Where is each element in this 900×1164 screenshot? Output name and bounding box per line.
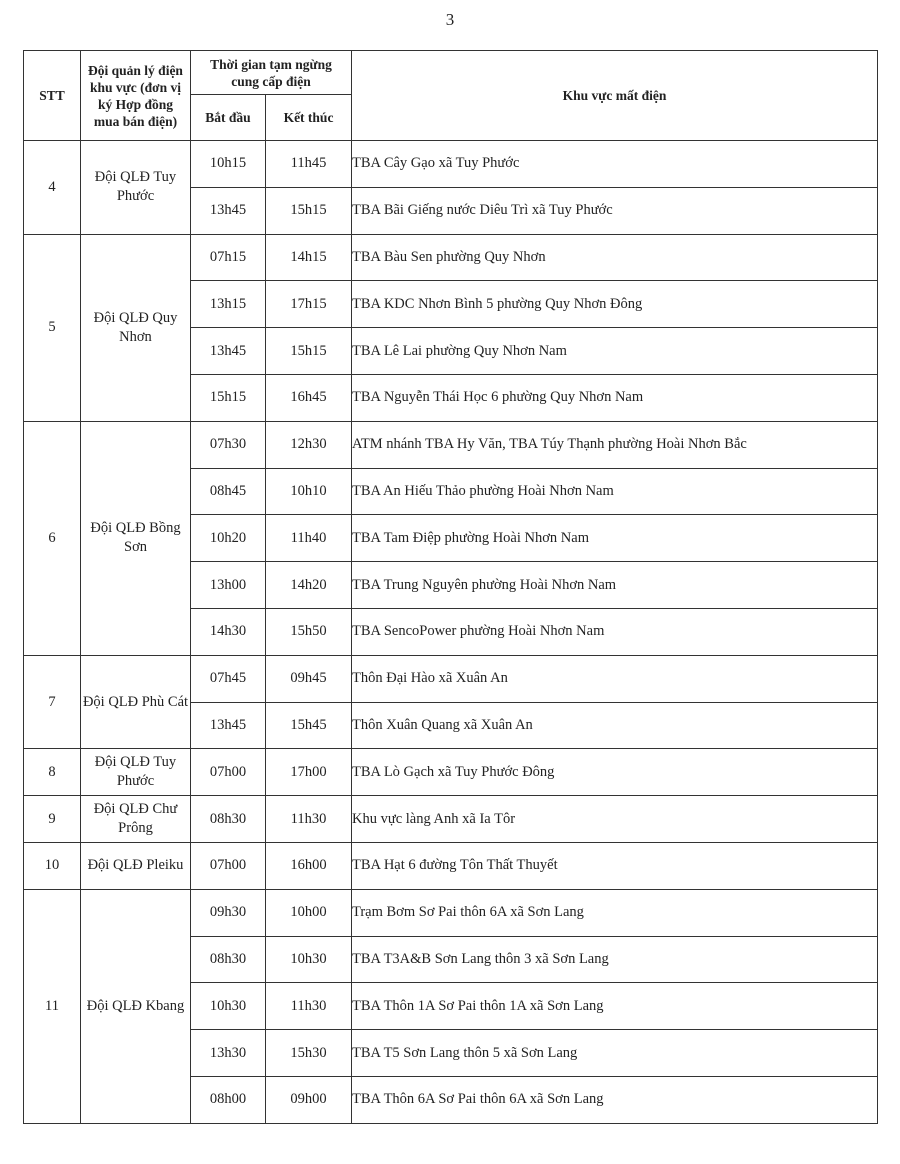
table-row [24,889,878,936]
team-cell: Đội QLĐ Tuy Phước [81,749,191,796]
outage-area-cell: TBA T5 Sơn Lang thôn 5 xã Sơn Lang [352,1030,878,1077]
outage-area-cell: TBA Thôn 6A Sơ Pai thôn 6A xã Sơn Lang [352,1076,878,1123]
end-time-cell: 11h40 [266,515,352,562]
outage-area-cell: Thôn Xuân Quang xã Xuân An [352,702,878,749]
header-team: Đội quản lý điện khu vực (đơn vị ký Hợp đồng mua bán điện) [81,51,191,141]
start-time-cell: 13h45 [191,702,266,749]
header-area: Khu vực mất điện [352,51,878,141]
header-stt: STT [24,51,81,141]
header-time-group: Thời gian tạm ngừng cung cấp điện [191,51,352,95]
stt-cell: 5 [24,234,81,421]
end-time-cell: 15h30 [266,1030,352,1077]
start-time-cell: 08h45 [191,468,266,515]
stt-cell: 11 [24,889,81,1123]
start-time-cell: 07h00 [191,842,266,889]
team-cell: Đội QLĐ Chư Prông [81,796,191,843]
end-time-cell: 14h15 [266,234,352,281]
end-time-cell: 10h30 [266,936,352,983]
end-time-cell: 10h00 [266,889,352,936]
end-time-cell: 17h15 [266,281,352,328]
outage-area-cell: TBA Lê Lai phường Quy Nhơn Nam [352,328,878,375]
start-time-cell: 10h20 [191,515,266,562]
end-time-cell: 16h45 [266,374,352,421]
start-time-cell: 13h45 [191,328,266,375]
start-time-cell: 07h15 [191,234,266,281]
outage-area-cell: TBA SencoPower phường Hoài Nhơn Nam [352,608,878,655]
table-body [24,141,878,1124]
team-cell: Đội QLĐ Quy Nhơn [81,234,191,421]
table-row [24,842,878,889]
table-row [24,655,878,702]
outage-area-cell: TBA Thôn 1A Sơ Pai thôn 1A xã Sơn Lang [352,983,878,1030]
start-time-cell: 13h45 [191,187,266,234]
header-end: Kết thúc [266,95,352,141]
outage-schedule-table [23,50,878,1124]
end-time-cell: 16h00 [266,842,352,889]
end-time-cell: 09h45 [266,655,352,702]
stt-cell: 8 [24,749,81,796]
header-start: Bắt đầu [191,95,266,141]
end-time-cell: 09h00 [266,1076,352,1123]
outage-area-cell: TBA Hạt 6 đường Tôn Thất Thuyết [352,842,878,889]
end-time-cell: 11h45 [266,141,352,188]
table-row [24,796,878,843]
start-time-cell: 07h45 [191,655,266,702]
outage-area-cell: Thôn Đại Hào xã Xuân An [352,655,878,702]
table-row [24,421,878,468]
end-time-cell: 12h30 [266,421,352,468]
outage-area-cell: TBA An Hiếu Thảo phường Hoài Nhơn Nam [352,468,878,515]
end-time-cell: 15h45 [266,702,352,749]
outage-area-cell: TBA Tam Điệp phường Hoài Nhơn Nam [352,515,878,562]
end-time-cell: 15h15 [266,328,352,375]
start-time-cell: 09h30 [191,889,266,936]
table-header [24,51,878,141]
outage-area-cell: TBA KDC Nhơn Bình 5 phường Quy Nhơn Đông [352,281,878,328]
start-time-cell: 14h30 [191,608,266,655]
team-cell: Đội QLĐ Pleiku [81,842,191,889]
outage-area-cell: TBA Cây Gạo xã Tuy Phước [352,141,878,188]
start-time-cell: 15h15 [191,374,266,421]
outage-area-cell: Khu vực làng Anh xã Ia Tôr [352,796,878,843]
start-time-cell: 08h30 [191,936,266,983]
start-time-cell: 10h30 [191,983,266,1030]
outage-area-cell: ATM nhánh TBA Hy Văn, TBA Túy Thạnh phường Hoài Nhơn Bắc [352,421,878,468]
team-cell: Đội QLĐ Phù Cát [81,655,191,749]
stt-cell: 9 [24,796,81,843]
stt-cell: 6 [24,421,81,655]
start-time-cell: 08h30 [191,796,266,843]
start-time-cell: 07h00 [191,749,266,796]
team-cell: Đội QLĐ Tuy Phước [81,141,191,235]
outage-area-cell: TBA Bãi Giếng nước Diêu Trì xã Tuy Phước [352,187,878,234]
team-cell: Đội QLĐ Bồng Sơn [81,421,191,655]
table-row [24,141,878,188]
start-time-cell: 13h15 [191,281,266,328]
start-time-cell: 13h00 [191,562,266,609]
end-time-cell: 10h10 [266,468,352,515]
table-row [24,234,878,281]
end-time-cell: 11h30 [266,796,352,843]
stt-cell: 7 [24,655,81,749]
end-time-cell: 15h15 [266,187,352,234]
outage-area-cell: TBA Lò Gạch xã Tuy Phước Đông [352,749,878,796]
end-time-cell: 17h00 [266,749,352,796]
outage-area-cell: TBA T3A&B Sơn Lang thôn 3 xã Sơn Lang [352,936,878,983]
start-time-cell: 08h00 [191,1076,266,1123]
end-time-cell: 11h30 [266,983,352,1030]
start-time-cell: 13h30 [191,1030,266,1077]
outage-area-cell: Trạm Bơm Sơ Pai thôn 6A xã Sơn Lang [352,889,878,936]
team-cell: Đội QLĐ Kbang [81,889,191,1123]
outage-area-cell: TBA Nguyễn Thái Học 6 phường Quy Nhơn Nam [352,374,878,421]
outage-area-cell: TBA Trung Nguyên phường Hoài Nhơn Nam [352,562,878,609]
start-time-cell: 10h15 [191,141,266,188]
stt-cell: 10 [24,842,81,889]
stt-cell: 4 [24,141,81,235]
end-time-cell: 14h20 [266,562,352,609]
page-number: 3 [445,10,455,29]
end-time-cell: 15h50 [266,608,352,655]
start-time-cell: 07h30 [191,421,266,468]
table-row [24,749,878,796]
outage-area-cell: TBA Bàu Sen phường Quy Nhơn [352,234,878,281]
